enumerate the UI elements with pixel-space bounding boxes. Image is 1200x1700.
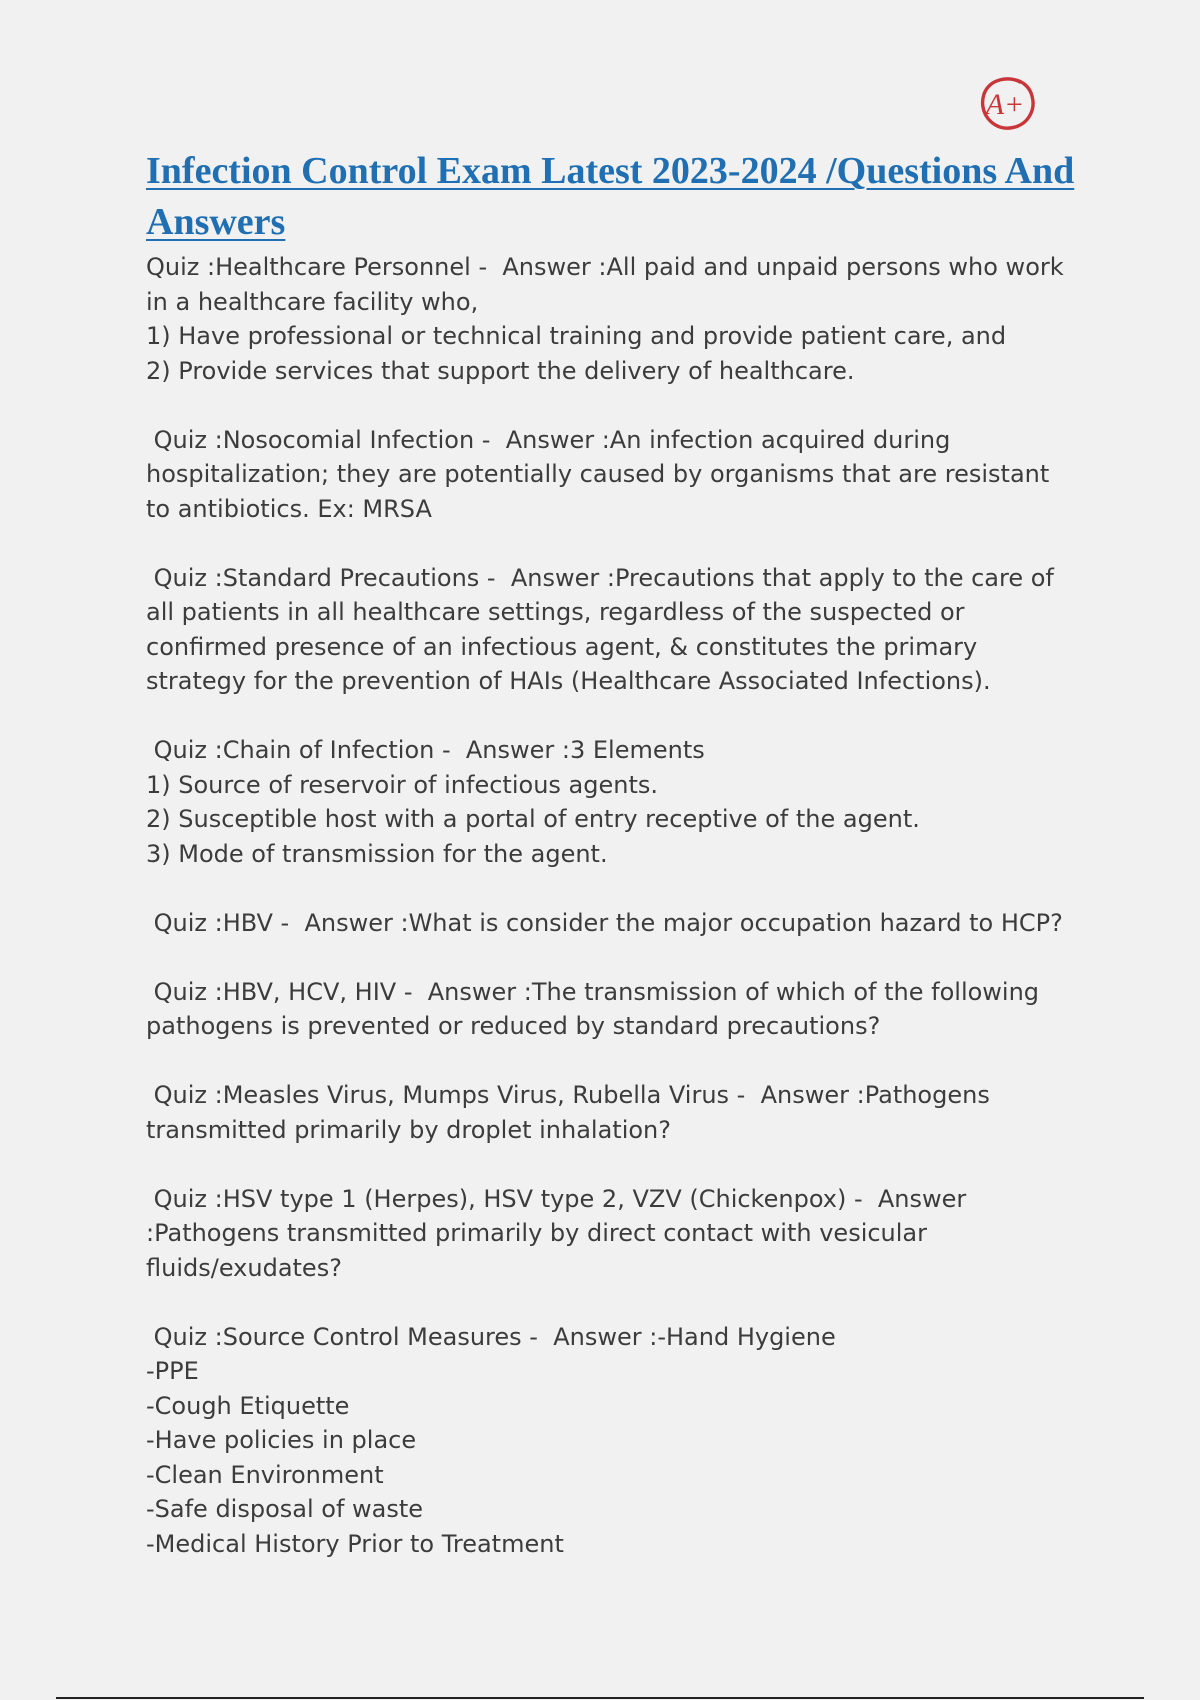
qa-item	[146, 1182, 1076, 1286]
qa-line: -Clean Environment	[146, 1460, 384, 1489]
a-plus-grade-svg	[976, 72, 1040, 136]
qa-line: -Have policies in place	[146, 1426, 417, 1454]
qa-line: Quiz :HBV - Answer :What is consider the major occupation hazard to HCP?	[146, 908, 1063, 937]
qa-item	[146, 975, 1076, 1044]
qa-line: 1) Source of reservoir of infectious agents.	[146, 770, 658, 799]
qa-item	[146, 250, 1076, 388]
qa-line: Quiz :HBV, HCV, HIV - Answer :The transmission of which of the following pathogens is prevented or reduced by standard precautions?	[146, 977, 1047, 1040]
a-plus-grade-icon	[976, 72, 1040, 136]
qa-item	[146, 906, 1076, 941]
qa-list	[146, 250, 1076, 1596]
qa-line: Quiz :Healthcare Personnel - Answer :All paid and unpaid persons who work in a healthcare facility who,	[146, 253, 1072, 316]
qa-line: 1) Have professional or technical training and provide patient care, and	[146, 322, 1007, 350]
qa-line: -Safe disposal of waste	[146, 1495, 424, 1523]
document-title: Infection Control Exam Latest 2023-2024 /Questions And Answers	[146, 150, 1075, 243]
qa-line: Quiz :Nosocomial Infection - Answer :An infection acquired during hospitalization; they are potentially caused by organisms that are resistant to antibiotics. Ex: MRSA	[146, 425, 1057, 523]
qa-item	[146, 1078, 1076, 1147]
qa-line: 2) Provide services that support the delivery of healthcare.	[146, 356, 855, 385]
qa-line: Quiz :Source Control Measures - Answer :-Hand Hygiene	[146, 1322, 836, 1351]
qa-line: Quiz :HSV type 1 (Herpes), HSV type 2, VZV (Chickenpox) - Answer :Pathogens transmitted primarily by direct contact with vesicular fluids/exudates?	[146, 1184, 974, 1282]
qa-line: -Cough Etiquette	[146, 1391, 350, 1420]
footer-rule	[56, 1697, 1144, 1699]
qa-item	[146, 423, 1076, 527]
qa-item	[146, 1320, 1076, 1562]
qa-line: Quiz :Measles Virus, Mumps Virus, Rubella Virus - Answer :Pathogens transmitted primarily by droplet inhalation?	[146, 1081, 998, 1144]
qa-line: 3) Mode of transmission for the agent.	[146, 839, 608, 868]
qa-item	[146, 733, 1076, 871]
qa-item	[146, 561, 1076, 699]
qa-line: -Medical History Prior to Treatment	[146, 1529, 564, 1558]
qa-line: 2) Susceptible host with a portal of entry receptive of the agent.	[146, 805, 920, 833]
qa-line: Quiz :Chain of Infection - Answer :3 Elements	[146, 736, 705, 764]
qa-line: -PPE	[146, 1357, 199, 1385]
qa-line: Quiz :Standard Precautions - Answer :Precautions that apply to the care of all patients in all healthcare settings, regardless of the suspected or confirmed presence of an infectious agent, & constitutes the primary strategy for the prevention of HAIs (Healthcare Associated Infections).	[146, 563, 1062, 695]
grade-text: A+	[985, 88, 1025, 121]
